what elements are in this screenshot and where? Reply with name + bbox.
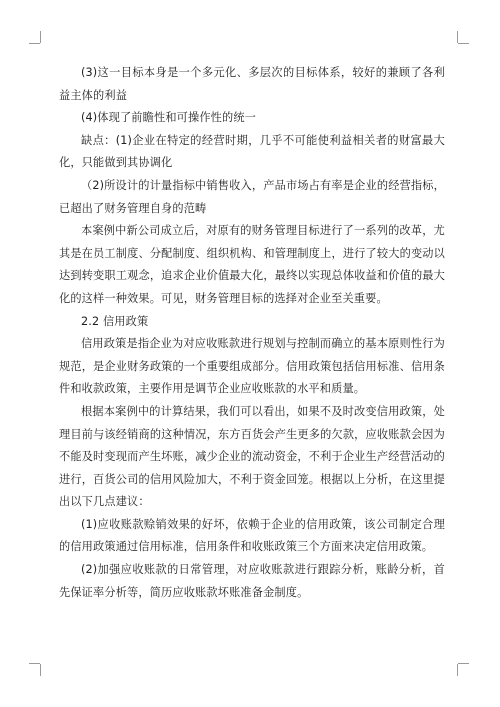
paragraph: (3)这一目标本身是一个多元化、多层次的目标体系，较好的兼顾了各利益主体的利益 [59, 66, 445, 102]
paragraph: (1)应收账款赊销效果的好坏，依赖于企业的信用政策，该公司制定合理的信用政策通过信用标准，信用条件和收账政策三个方面来决定信用政策。 [59, 517, 445, 554]
paragraph: 根据本案例中的计算结果，我们可以看出，如果不及时改变信用政策，处理目前与该经销商的这种情况，东方百货会产生更多的欠款，应收账款会因为不能及时变现而产生坏账，减少企业的流动资金，不利于企业生产经营活动的进行，百货公司的信用风险加大，不利于资金回笼。根据以上分析，在这里提出以下几点建议： [59, 404, 445, 509]
paragraph: 信用政策是指企业为对应收账款进行规划与控制而确立的基本原则性行为规范，是企业财务政策的一个重要组成部分。信用政策包括信用标准、信用条件和收款政策，主要作用是调节企业应收账款的水平和质量。 [59, 337, 445, 396]
paragraph: 缺点：(1)企业在特定的经营时期，几乎不可能使利益相关者的财富最大化，只能做到其协调化 [59, 133, 445, 170]
crop-mark-top-right [457, 31, 458, 43]
crop-mark-bottom-right [457, 664, 458, 676]
crop-mark-bottom-left [40, 664, 41, 676]
crop-mark-bottom-left [29, 663, 40, 664]
paragraph: (4)体现了前瞻性和可操作性的统一 [81, 111, 257, 125]
paragraph: (2)加强应收账款的日常管理，对应收账款进行跟踪分析，账龄分析，首先保证率分析等，简历应收账款坏账准备金制度。 [59, 563, 445, 599]
paragraph: （2)所设计的计量指标中销售收入，产品市场占有率是企业的经营指标，已超出了财务管理自身的范畴 [59, 178, 445, 215]
paragraph: 本案例中新公司成立后，对原有的财务管理目标进行了一系列的改革，尤其是在员工制度、分配制度、组织机构、和管理制度上，进行了较大的变动以达到转变职工观念，追求企业价值最大化，最终以实现总体收益和价值的最大化的这样一种效果。可见，财务管理目标的选择对企业至关重要。 [59, 224, 445, 305]
document-body [59, 62, 445, 604]
crop-mark-bottom-right [458, 663, 469, 664]
crop-mark-top-left [40, 31, 41, 43]
crop-mark-top-left [29, 43, 40, 44]
section-heading: 2.2 信用政策 [81, 314, 149, 328]
crop-mark-top-right [458, 43, 469, 44]
